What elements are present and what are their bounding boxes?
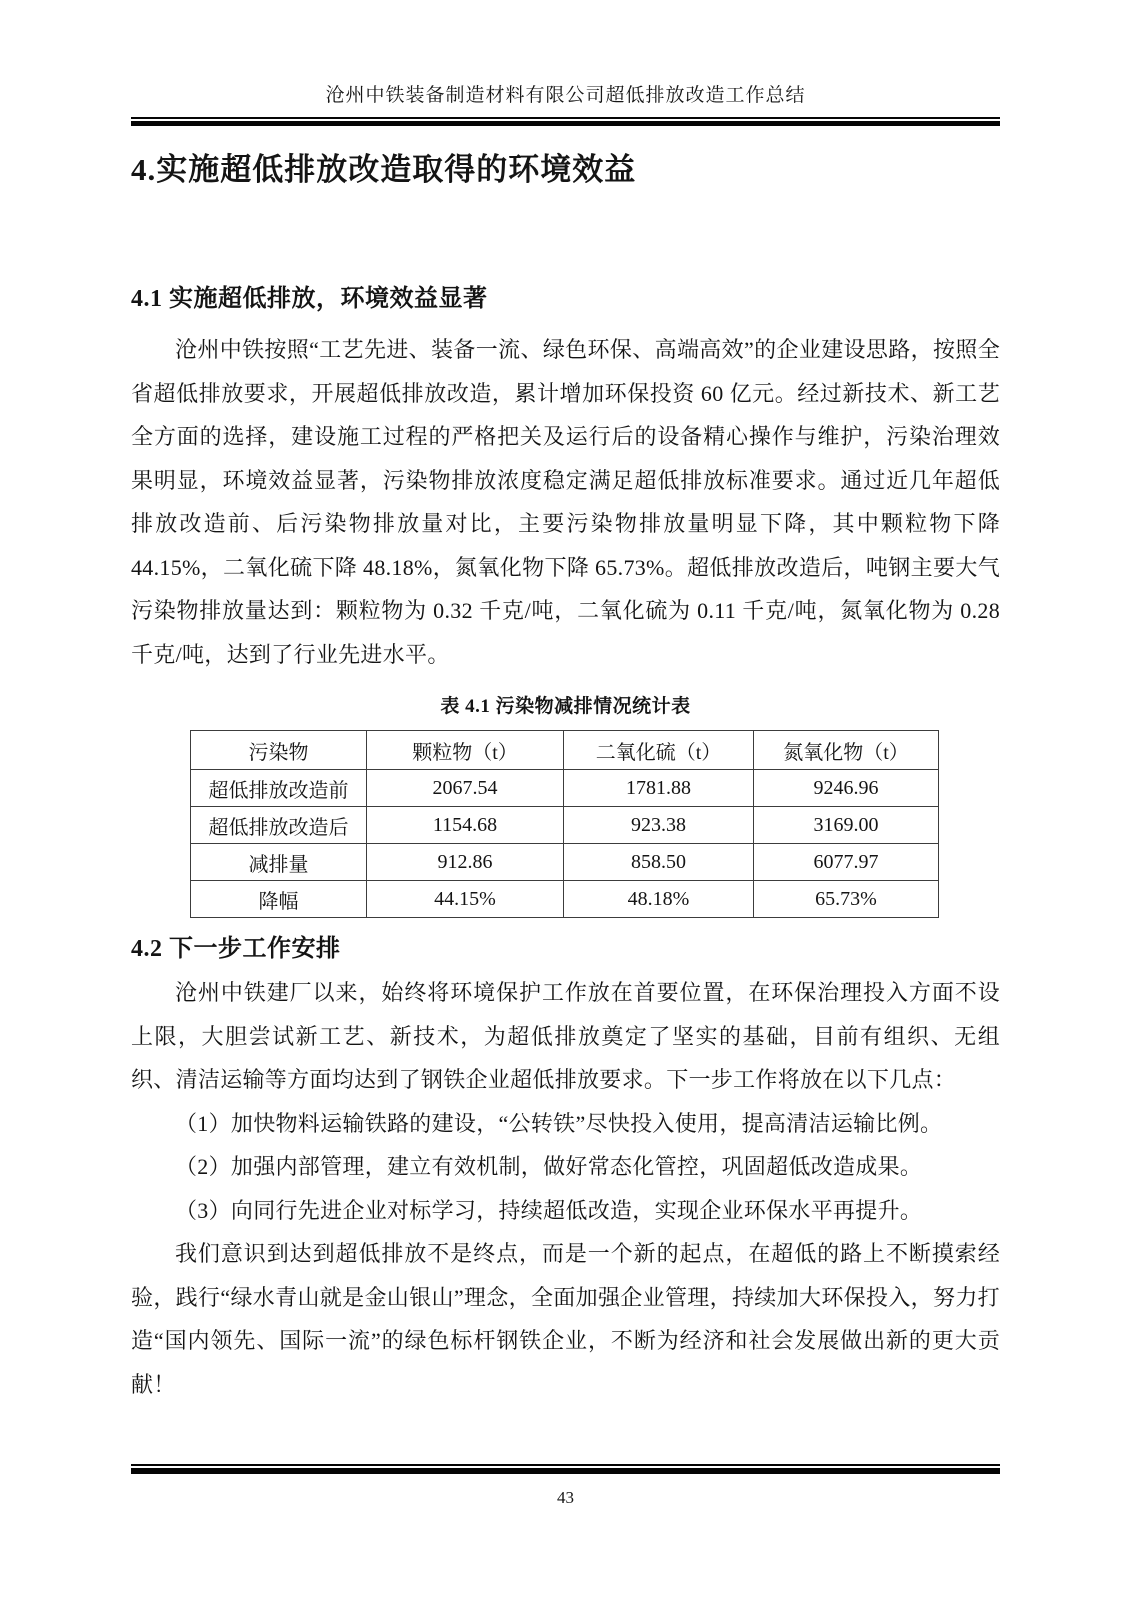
header-rule-thick-line [131, 121, 1000, 126]
section-4-2-intro-paragraph: 沧州中铁建厂以来，始终将环境保护工作放在首要位置，在环保治理投入方面不设上限，大胆尝试新工艺、新技术，为超低排放奠定了坚实的基础，目前有组织、无组织、清洁运输等方面均达到了钢铁企业超低排放要求。下一步工作将放在以下几点： [131, 980, 1000, 1092]
section-4-1-heading: 4.1 实施超低排放，环境效益显著 [131, 286, 488, 312]
table-cell: 6077.97 [754, 844, 939, 881]
table-cell: 912.86 [367, 844, 564, 881]
table-cell: 9246.96 [754, 770, 939, 807]
table-header-so2: 二氧化硫（t） [564, 731, 754, 770]
table-caption: 表 4.1 污染物减排情况统计表 [440, 696, 691, 717]
closing-paragraph: 我们意识到达到超低排放不是终点，而是一个新的起点，在超低的路上不断摸索经验，践行“绿水青山就是金山银山”理念，全面加强企业管理，持续加大环保投入，努力打造“国内领先、国际一流”的绿色标杆钢铁企业，不断为经济和社会发展做出新的更大贡献！ [131, 1241, 1000, 1397]
table-cell: 降幅 [191, 881, 367, 918]
table-cell: 923.38 [564, 807, 754, 844]
list-item-2: （2）加强内部管理，建立有效机制，做好常态化管控，巩固超低改造成果。 [175, 1154, 923, 1179]
table-header-nox: 氮氧化物（t） [754, 731, 939, 770]
table-row-reduction [191, 844, 939, 881]
table-header-row [191, 731, 939, 770]
table-cell: 超低排放改造前 [191, 770, 367, 807]
table-row-after [191, 807, 939, 844]
table-cell: 3169.00 [754, 807, 939, 844]
emissions-table [190, 730, 939, 918]
table-cell: 1781.88 [564, 770, 754, 807]
table-cell: 2067.54 [367, 770, 564, 807]
table-cell: 超低排放改造后 [191, 807, 367, 844]
table-cell: 44.15% [367, 881, 564, 918]
chapter-title: 4.实施超低排放改造取得的环境效益 [131, 152, 637, 187]
table-header-pollutant: 污染物 [191, 731, 367, 770]
table-cell: 48.18% [564, 881, 754, 918]
table-cell: 减排量 [191, 844, 367, 881]
table-row-before [191, 770, 939, 807]
table-cell: 1154.68 [367, 807, 564, 844]
list-item-3: （3）向同行先进企业对标学习，持续超低改造，实现企业环保水平再提升。 [175, 1197, 923, 1223]
page-footer [131, 1464, 1000, 1508]
section-4-1-paragraph: 沧州中铁按照“工艺先进、装备一流、绿色环保、高端高效”的企业建设思路，按照全省超低排放要求，开展超低排放改造，累计增加环保投资 60 亿元。经过新技术、新工艺全方面的选择，建设施工过程的严格把关及运行后的设备精心操作与维护，污染治理效果明显，环境效益显著，污染物排放浓度稳定满足超低排放标准要求。通过近几年超低排放改造前、后污染物排放量对比，主要污染物排放量明显下降，其中颗粒物下降 44.15%，二氧化硫下降 48.18%，氮氧化物下降 65.73%。超低排放改造后，吨钢主要大气污染物排放量达到：颗粒物为 0.32 千克/吨，二氧化硫为 0.11 千克/吨，氮氧化物为 0.28 千克/吨，达到了行业先进水平。 [131, 337, 1000, 667]
table-cell: 858.50 [564, 844, 754, 881]
table-cell: 65.73% [754, 881, 939, 918]
footer-rule-thin-line [131, 1464, 1000, 1466]
emissions-table-container [190, 730, 1000, 918]
table-row-percent-drop [191, 881, 939, 918]
page-number: 43 [557, 1488, 574, 1507]
header-rule [131, 117, 1000, 126]
footer-rule-thick-line [131, 1468, 1000, 1474]
table-header-particulate: 颗粒物（t） [367, 731, 564, 770]
page-header-title: 沧州中铁装备制造材料有限公司超低排放改造工作总结 [325, 85, 806, 106]
section-4-2-heading: 4.2 下一步工作安排 [131, 936, 341, 962]
header-rule-thin-line [131, 117, 1000, 119]
list-item-1: （1）加快物料运输铁路的建设，“公转铁”尽快投入使用，提高清洁运输比例。 [175, 1110, 943, 1136]
